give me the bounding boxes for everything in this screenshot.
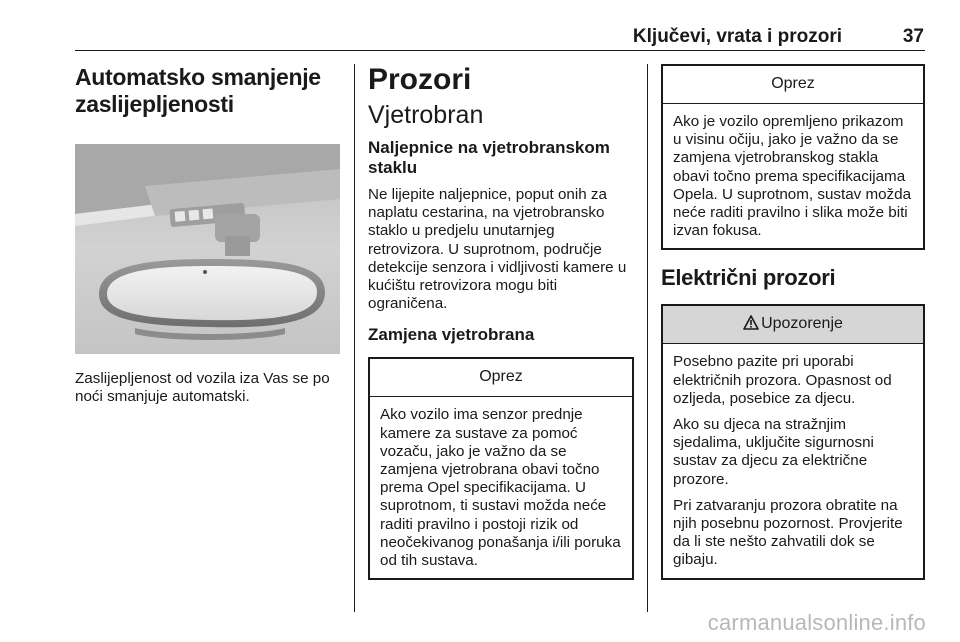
- caution-box-title: Oprez: [663, 66, 923, 104]
- caution-box-title: Oprez: [370, 359, 632, 397]
- column-divider: [647, 64, 648, 612]
- caution-box-text: Ako vozilo ima senzor prednje kamere za sustave za pomoć vozaču, jako je važno da se zamjena vjetrobrana obavi točno prema Opel specifikacijama. U suprotnom, ti sustavi možda neće raditi pravilno i postoji rizik od neočekivanog ponašanja i/ili poruka od tih sustava.: [380, 406, 621, 570]
- column-divider: [354, 64, 355, 612]
- rearview-mirror-drawing: [75, 144, 340, 354]
- warning-box-header: [663, 306, 923, 344]
- warning-triangle-icon: [743, 315, 759, 330]
- section-heading-power-windows: Električni prozori: [661, 265, 836, 291]
- column-middle: [368, 64, 634, 580]
- warning-paragraph: Pri zatvaranju prozora obratite na njih posebnu pozornost. Provjerite da li ste nešto zahvatili dok se gibaju.: [673, 496, 903, 569]
- rearview-mirror-illustration: [75, 144, 340, 354]
- subtitle-windscreen: Vjetrobran: [368, 101, 484, 129]
- section-heading-anti-glare: Automatsko smanjenje zaslijepljenosti: [75, 64, 321, 117]
- warning-box-power-windows: [661, 304, 925, 579]
- caution-box-text: Ako je vozilo opremljeno prikazom u visinu očiju, jako je važno da se zamjena vjetrobranskog stakla obavi točno prema specifikacijama Opela. U suprotnom, sustav možda neće raditi pravilno i slika može biti izvan fokusa.: [673, 113, 912, 240]
- page-header-title: Ključevi, vrata i prozori: [632, 26, 842, 47]
- heading-windscreen-replacement: Zamjena vjetrobrana: [368, 325, 535, 345]
- figure-caption: Zaslijepljenost od vozila iza Vas se po noći smanjuje automatski.: [75, 370, 330, 406]
- warning-box-title: Upozorenje: [761, 315, 843, 333]
- sticker-paragraph: Ne lijepite naljepnice, poput onih za naplatu cestarina, na vjetrobransko staklo u predjelu unutarnjeg retrovizora. U suprotnom, područje detekcije senzora i vidljivosti kamere u kućištu retrovizora mogu biti ograničena.: [368, 186, 627, 313]
- page-number: 37: [902, 26, 924, 47]
- header-rule: [75, 50, 925, 51]
- column-right: [661, 64, 925, 580]
- watermark: carmanualsonline.info: [707, 610, 926, 635]
- caution-box-hud: [661, 64, 925, 250]
- caution-box-windscreen: [368, 357, 634, 580]
- column-left: [75, 64, 343, 406]
- warning-paragraph: Posebno pazite pri uporabi električnih prozora. Opasnost od ozljeda, posebice za djecu.: [673, 353, 892, 407]
- chapter-title-windows: Prozori: [368, 63, 472, 96]
- warning-paragraph: Ako su djeca na stražnjim sjedalima, uključite sigurnosni sustav za djecu za električne prozore.: [673, 416, 874, 488]
- heading-windscreen-stickers: Naljepnice na vjetrobranskom staklu: [368, 138, 610, 177]
